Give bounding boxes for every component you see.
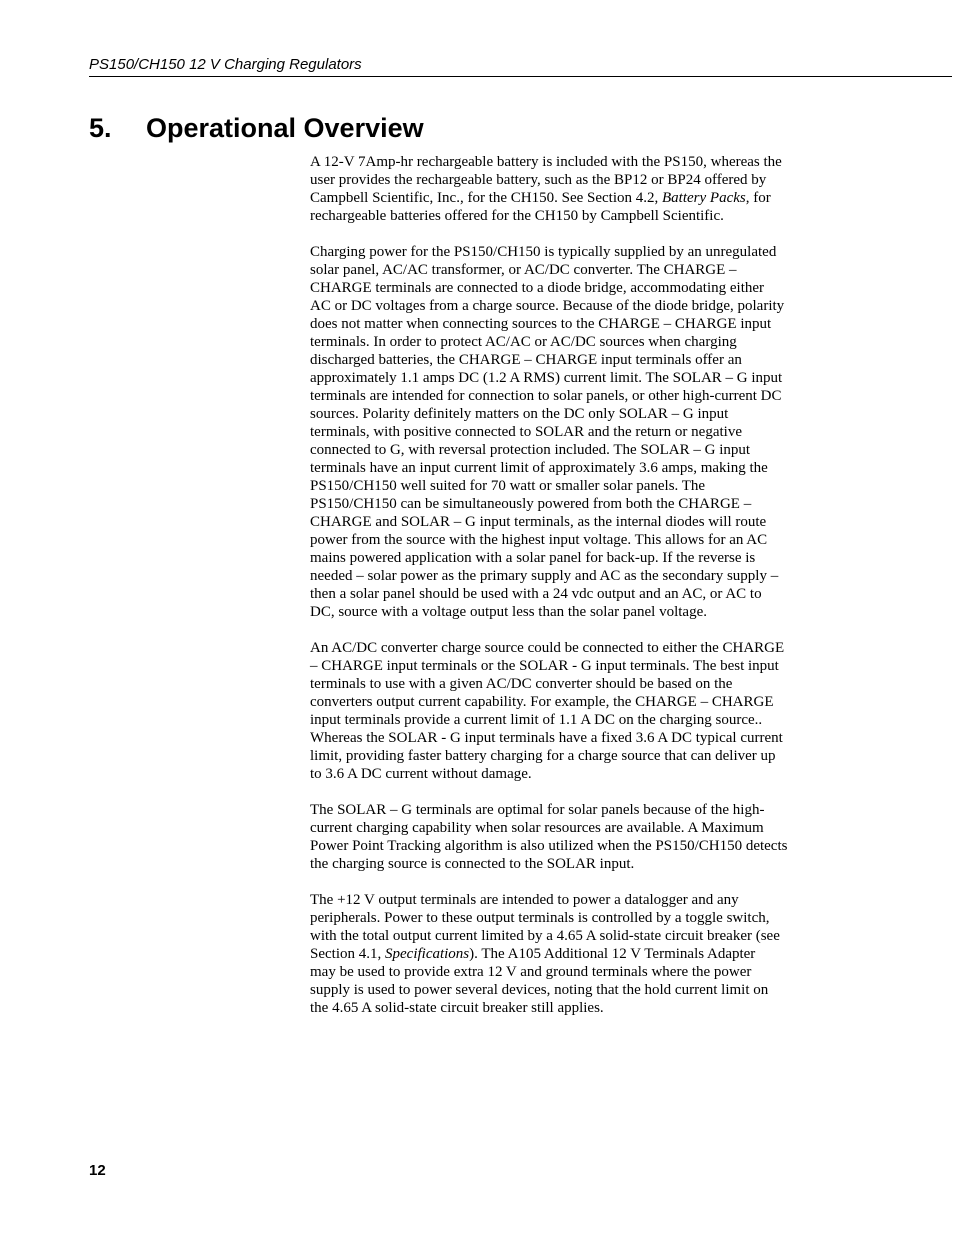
text-segment: mains powered application with a solar panel for back-up. If the reverse is <box>310 550 756 566</box>
text-segment: rechargeable batteries offered for the CH150 by Campbell Scientific. <box>310 208 724 224</box>
text-line <box>310 765 810 783</box>
text-line <box>310 855 810 873</box>
text-line <box>310 927 810 945</box>
text-segment: user provides the rechargeable battery, such as the BP12 or BP24 offered by <box>310 172 767 188</box>
text-segment: Power Point Tracking algorithm is also utilized when the PS150/CH150 detects <box>310 838 788 854</box>
text-segment: peripherals. Power to these output terminals is controlled by a toggle switch, <box>310 910 770 926</box>
text-line <box>310 603 810 621</box>
text-segment: ). The A105 Additional 12 V Terminals Adapter <box>469 946 756 962</box>
text-segment: needed – solar power as the primary supply and AC as the secondary supply – <box>310 568 779 584</box>
text-line <box>310 423 810 441</box>
text-line <box>310 513 810 531</box>
text-line <box>310 585 810 603</box>
text-line <box>310 747 810 765</box>
text-segment: with the total output current limited by a 4.65 A solid-state circuit breaker (see <box>310 928 780 944</box>
section-number: 5. <box>89 113 112 143</box>
text-line <box>310 315 810 333</box>
text-segment: current charging capability when solar resources are available. A Maximum <box>310 820 764 836</box>
text-line <box>310 405 810 423</box>
text-line <box>310 477 810 495</box>
text-line <box>310 351 810 369</box>
italic-reference: Specifications <box>385 946 470 962</box>
text-segment: discharged batteries, the CHARGE – CHARGE input terminals offer an <box>310 352 742 368</box>
text-line <box>310 999 810 1017</box>
text-segment: the charging source is connected to the SOLAR input. <box>310 856 635 872</box>
section-title: Operational Overview <box>146 113 424 143</box>
header-rule <box>89 76 952 77</box>
text-segment: terminals to use with a given AC/DC converter should be based on the <box>310 676 733 692</box>
text-segment: may be used to provide extra 12 V and ground terminals where the power <box>310 964 752 980</box>
text-segment: Charging power for the PS150/CH150 is typically supplied by an unregulated <box>310 244 777 260</box>
text-line <box>310 261 810 279</box>
running-header: PS150/CH150 12 V Charging Regulators <box>89 56 362 73</box>
text-segment: CHARGE terminals are connected to a diode bridge, accommodating either <box>310 280 765 296</box>
text-line <box>310 279 810 297</box>
text-line <box>310 675 810 693</box>
text-segment: Campbell Scientific, Inc., for the CH150. See Section 4.2, <box>310 190 663 206</box>
text-segment: the 4.65 A solid-state circuit breaker still applies. <box>310 1000 604 1016</box>
text-line <box>310 441 810 459</box>
text-segment: power from the source with the highest input voltage. This allows for an AC <box>310 532 768 548</box>
text-line <box>310 459 810 477</box>
text-segment: AC or DC voltages from a charge source. Because of the diode bridge, polarity <box>310 298 785 314</box>
text-line <box>310 171 810 189</box>
page-number: 12 <box>89 1162 106 1179</box>
text-line <box>310 243 810 261</box>
text-line <box>310 963 810 981</box>
text-segment: converters output current capability. For example, the CHARGE – CHARGE <box>310 694 774 710</box>
paragraph <box>310 243 810 621</box>
text-segment: The SOLAR – G terminals are optimal for solar panels because of the high- <box>310 802 765 818</box>
text-line <box>310 531 810 549</box>
text-segment: solar panel, AC/AC transformer, or AC/DC converter. The CHARGE – <box>310 262 737 278</box>
text-line <box>310 369 810 387</box>
text-segment: limit, providing faster battery charging for a charge source that can deliver up <box>310 748 776 764</box>
paragraph <box>310 153 810 225</box>
text-line <box>310 945 810 963</box>
text-segment: Section 4.1, <box>310 946 385 962</box>
text-segment: input terminals provide a current limit of 1.1 A DC on the charging source.. <box>310 712 763 728</box>
section-heading <box>89 112 424 144</box>
text-line <box>310 801 810 819</box>
text-segment: supply is used to power several devices, noting that the hold current limit on <box>310 982 769 998</box>
text-segment: The +12 V output terminals are intended to power a datalogger and any <box>310 892 739 908</box>
text-segment: PS150/CH150 well suited for 70 watt or smaller solar panels. The <box>310 478 706 494</box>
text-segment: Whereas the SOLAR - G input terminals have a fixed 3.6 A DC typical current <box>310 730 783 746</box>
text-line <box>310 387 810 405</box>
text-segment: CHARGE and SOLAR – G input terminals, as the internal diodes will route <box>310 514 767 530</box>
text-line <box>310 819 810 837</box>
text-segment: PS150/CH150 can be simultaneously powered from both the CHARGE – <box>310 496 752 512</box>
text-line <box>310 567 810 585</box>
paragraph <box>310 639 810 783</box>
text-segment: terminals are intended for connection to solar panels, or other high-current DC <box>310 388 782 404</box>
text-line <box>310 495 810 513</box>
text-line <box>310 549 810 567</box>
text-segment: terminals, with positive connected to SOLAR and the return or negative <box>310 424 742 440</box>
text-segment: terminals. In order to protect AC/AC or AC/DC sources when charging <box>310 334 737 350</box>
text-line <box>310 207 810 225</box>
text-segment: – CHARGE input terminals or the SOLAR - G input terminals. The best input <box>310 658 779 674</box>
text-segment: connected to G, with reversal protection included. The SOLAR – G input <box>310 442 751 458</box>
text-segment: sources. Polarity definitely matters on the DC only SOLAR – G input <box>310 406 729 422</box>
text-segment: to 3.6 A DC current without damage. <box>310 766 532 782</box>
text-line <box>310 891 810 909</box>
text-segment: then a solar panel should be used with a 24 vdc output and an AC, or AC to <box>310 586 762 602</box>
italic-reference: Battery Packs <box>662 190 746 206</box>
paragraph <box>310 891 810 1017</box>
text-line <box>310 297 810 315</box>
text-segment: DC, source with a voltage output less than the solar panel voltage. <box>310 604 707 620</box>
text-segment: , for <box>745 190 771 206</box>
text-segment: approximately 1.1 amps DC (1.2 A RMS) current limit. The SOLAR – G input <box>310 370 783 386</box>
text-line <box>310 189 810 207</box>
text-segment: does not matter when connecting sources to the CHARGE – CHARGE input <box>310 316 772 332</box>
text-segment: terminals have an input current limit of approximately 3.6 amps, making the <box>310 460 768 476</box>
text-line <box>310 639 810 657</box>
text-line <box>310 909 810 927</box>
text-segment: An AC/DC converter charge source could be connected to either the CHARGE <box>310 640 785 656</box>
paragraph <box>310 801 810 873</box>
body-text <box>310 153 810 1035</box>
text-line <box>310 657 810 675</box>
text-line <box>310 711 810 729</box>
text-line <box>310 333 810 351</box>
text-line <box>310 153 810 171</box>
text-segment: A 12-V 7Amp-hr rechargeable battery is included with the PS150, whereas the <box>310 154 782 170</box>
text-line <box>310 729 810 747</box>
text-line <box>310 837 810 855</box>
text-line <box>310 693 810 711</box>
text-line <box>310 981 810 999</box>
